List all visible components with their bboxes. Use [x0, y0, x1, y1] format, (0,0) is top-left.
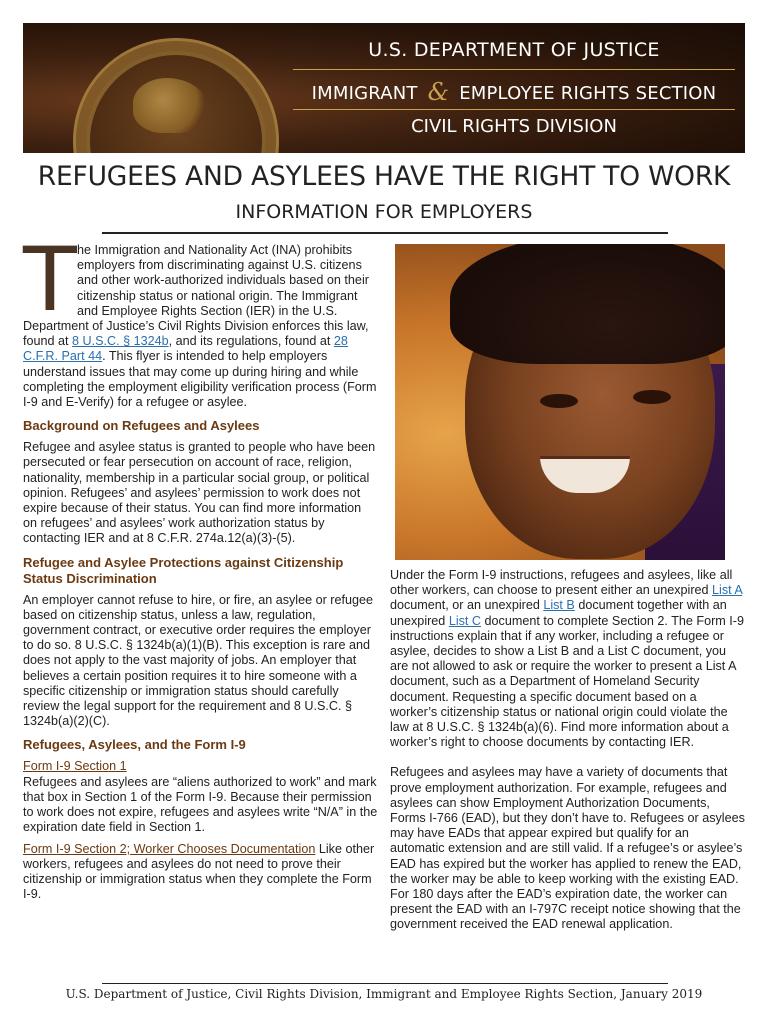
section2-subheading: Form I-9 Section 2; Worker Chooses Documentation: [23, 841, 316, 856]
document-choice-paragraph: Under the Form I-9 instructions, refugees and asylees, like all other workers, can choose to present either an unexpired List A document, or an unexpired List B document together with an unexpired List C document to complete Section 2. The Form I-9 instructions explain that if any worker, including a refugee or asylee, decides to show a List B and a List C document, you are not allowed to ask or require the worker to present a List A document, such as a Department of Homeland Security document. Requesting a specific document based on a worker’s citizenship status or national origin could violate the law at 8 U.S.C. § 1324b(a)(6). Find more information about a worker’s right to choose documents by contacting IER.: [390, 568, 744, 750]
header-banner: [23, 23, 745, 153]
protections-heading: Refugee and Asylee Protections against Citizenship Status Discrimination: [23, 554, 344, 586]
hair: [450, 244, 725, 364]
list-c-link[interactable]: List C: [448, 613, 482, 628]
title-divider: [102, 232, 668, 234]
page-title: REFUGEES AND ASYLEES HAVE THE RIGHT TO WORK: [37, 161, 731, 192]
cfr-part-44-link[interactable]: 28 C.F.R. Part 44: [23, 334, 348, 364]
background-paragraph: Refugee and asylee status is granted to people who have been persecuted or fear persecution on account of race, religion, nationality, membership in a particular social group, or political opinion. Refugees’ and asylees’ permission to work does not expire because of their status. You can find more information on refugees’ and asylees’ work authorization status by contacting IER and at 8 C.F.R. 274a.12(a)(3)-(5).: [23, 440, 376, 546]
section-name: IMMIGRANT & EMPLOYEE RIGHTS SECTION: [311, 78, 717, 106]
left-column: [23, 228, 378, 902]
list-b-link[interactable]: List B: [543, 598, 575, 613]
department-name: U.S. DEPARTMENT OF JUSTICE: [368, 39, 660, 61]
gold-divider: [293, 109, 735, 110]
section1-subheading: Form I-9 Section 1: [23, 759, 127, 774]
list-a-link[interactable]: List A: [712, 583, 743, 598]
section1-paragraph: Form I-9 Section 1 Refugees and asylees are “aliens authorized to work” and mark that box in Section 1 of the Form I-9. Because their permission to work does not expire, refugees and asylees write “N/A” in the expiration date field in Section 1.: [23, 759, 378, 835]
footer-text: U.S. Department of Justice, Civil Rights Division, Immigrant and Employee Rights Section, January 2019: [65, 987, 703, 1001]
division-name: CIVIL RIGHTS DIVISION: [411, 116, 617, 137]
protections-paragraph: An employer cannot refuse to hire, or fire, an asylee or refugee based on citizenship status, unless a law, regulation, government contract, or executive order requires the employer to do so. 8 U.S.C. § 1324b(a)(1)(B). This exception is rare and does not apply to the vast majority of jobs. An employer that believes a certain position requires it to hire someone with a specific citizenship or immigration status should carefully review the legal support for the requirement and 8 U.S.C. § 1324b(a)(2)(C).: [23, 592, 374, 729]
form-i9-heading: Refugees, Asylees, and the Form I-9: [23, 737, 246, 753]
eye: [540, 394, 578, 408]
usc-1324b-link[interactable]: 8 U.S.C. § 1324b: [72, 334, 169, 349]
ead-paragraph: Refugees and asylees may have a variety of documents that prove employment authorization. For example, refugees and asylees can show Employment Authorization Documents, Forms I-766 (EAD), but they don’t have to. Refugees or asylees may have EADs that appear expired but qualify for an automatic extension and are still valid. If a refugee’s or asylee’s EAD has expired but the worker has applied to renew the EAD, the worker may be able to keep working with the existing EAD. For 180 days after the EAD’s expiration date, the worker can present the EAD with an I-797C receipt notice showing that the government received the EAD renewal application.: [390, 765, 745, 932]
banner-text: [283, 23, 745, 153]
background-heading: Background on Refugees and Asylees: [23, 418, 260, 434]
gold-divider: [293, 69, 735, 70]
eye: [633, 390, 671, 404]
intro-paragraph: The Immigration and Nationality Act (INA) prohibits employers from discriminating against U.S. citizens and other work-authorized individuals based on their citizenship status or national origin. The Immigrant and Employee Rights Section (IER) in the U.S. Department of Justice’s Civil Rights Division enforces this law, found at 8 U.S.C. § 1324b, and its regulations, found at 28 C.F.R. Part 44. This flyer is intended to help employers understand issues that may come up during hiring and while completing the employment eligibility verification process (Form I-9 and E-Verify) for a refugee or asylee.: [23, 228, 377, 410]
drop-cap: T: [23, 228, 77, 331]
woman-portrait-photo: [395, 244, 725, 560]
right-column: [390, 568, 745, 948]
section2-paragraph: Form I-9 Section 2; Worker Chooses Documentation Like other workers, refugees and asylees do not need to prove their citizenship or immigration status when they complete the Form I-9.: [23, 841, 375, 902]
footer-divider: [102, 983, 668, 984]
page-subtitle: INFORMATION FOR EMPLOYERS: [235, 201, 533, 223]
